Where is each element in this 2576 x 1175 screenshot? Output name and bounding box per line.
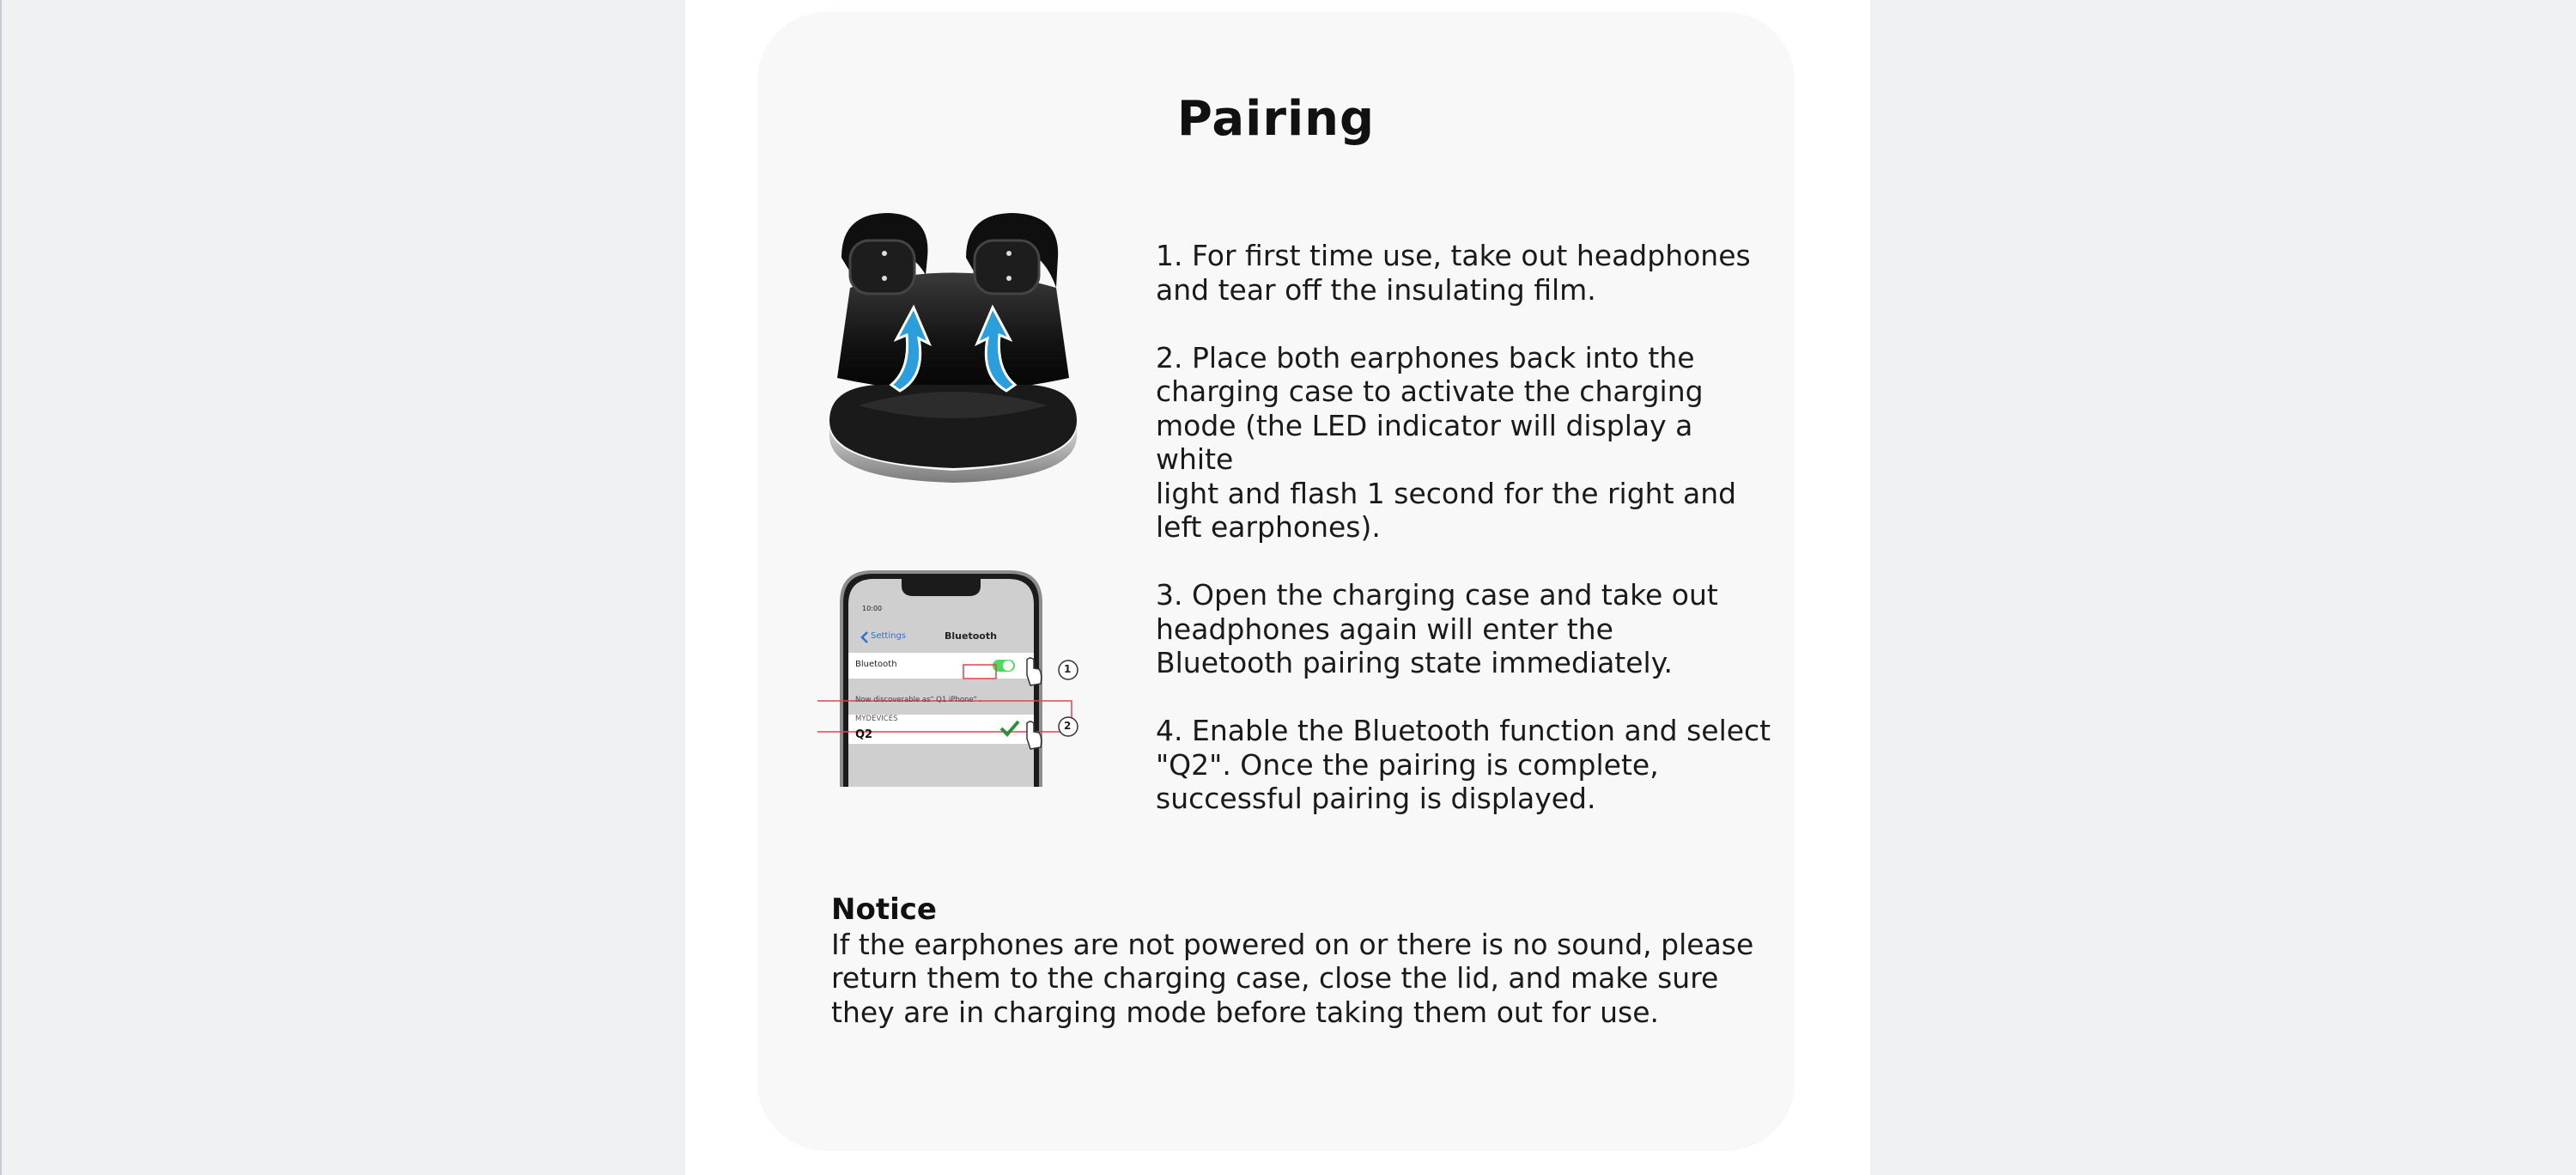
phone-screen-title: Bluetooth [945, 630, 997, 642]
pairing-card [757, 12, 1795, 1151]
notice-text: If the earphones are not powered on or there is no sound, please return them to the charging case, close the lid, and make sure they are in charging mode before taking them out for use. [831, 927, 1754, 1029]
step-3: 3. Open the charging case and take out headphones again will enter the Bluetooth pairing state immediately. [1156, 578, 1718, 679]
page [685, 0, 1870, 1175]
notice-title: Notice [831, 892, 937, 927]
page-title: Pairing [1176, 91, 1376, 147]
step-1: 1. For first time use, take out headphones and tear off the insulating film. [1156, 239, 1751, 307]
phone-time: 10:00 [862, 605, 883, 612]
phone-bluetooth-label: Bluetooth [855, 660, 897, 669]
window-edge [0, 0, 2, 1175]
phone-discoverable-text: Now discoverable as" Q1 iPhone" . [855, 696, 981, 704]
pairing-steps [1156, 239, 1774, 849]
phone-back-label: Settings [871, 631, 907, 641]
phone-section-label: MYDEVICES [855, 715, 898, 723]
callout-number-1: 1 [1064, 663, 1072, 675]
earbuds-case-image [824, 206, 1082, 498]
phone-bluetooth-screenshot [817, 569, 1101, 787]
callout-number-2: 2 [1064, 720, 1072, 732]
step-4: 4. Enable the Bluetooth function and select "Q2". Once the pairing is complete, successful pairing is displayed. [1156, 714, 1771, 815]
notice-section [831, 893, 1759, 1029]
step-2: 2. Place both earphones back into the charging case to activate the charging mode (the LED indicator will display a white light and flash 1 second for the right and left earphones). [1156, 340, 1737, 544]
phone-device-name: Q2 [855, 728, 873, 741]
